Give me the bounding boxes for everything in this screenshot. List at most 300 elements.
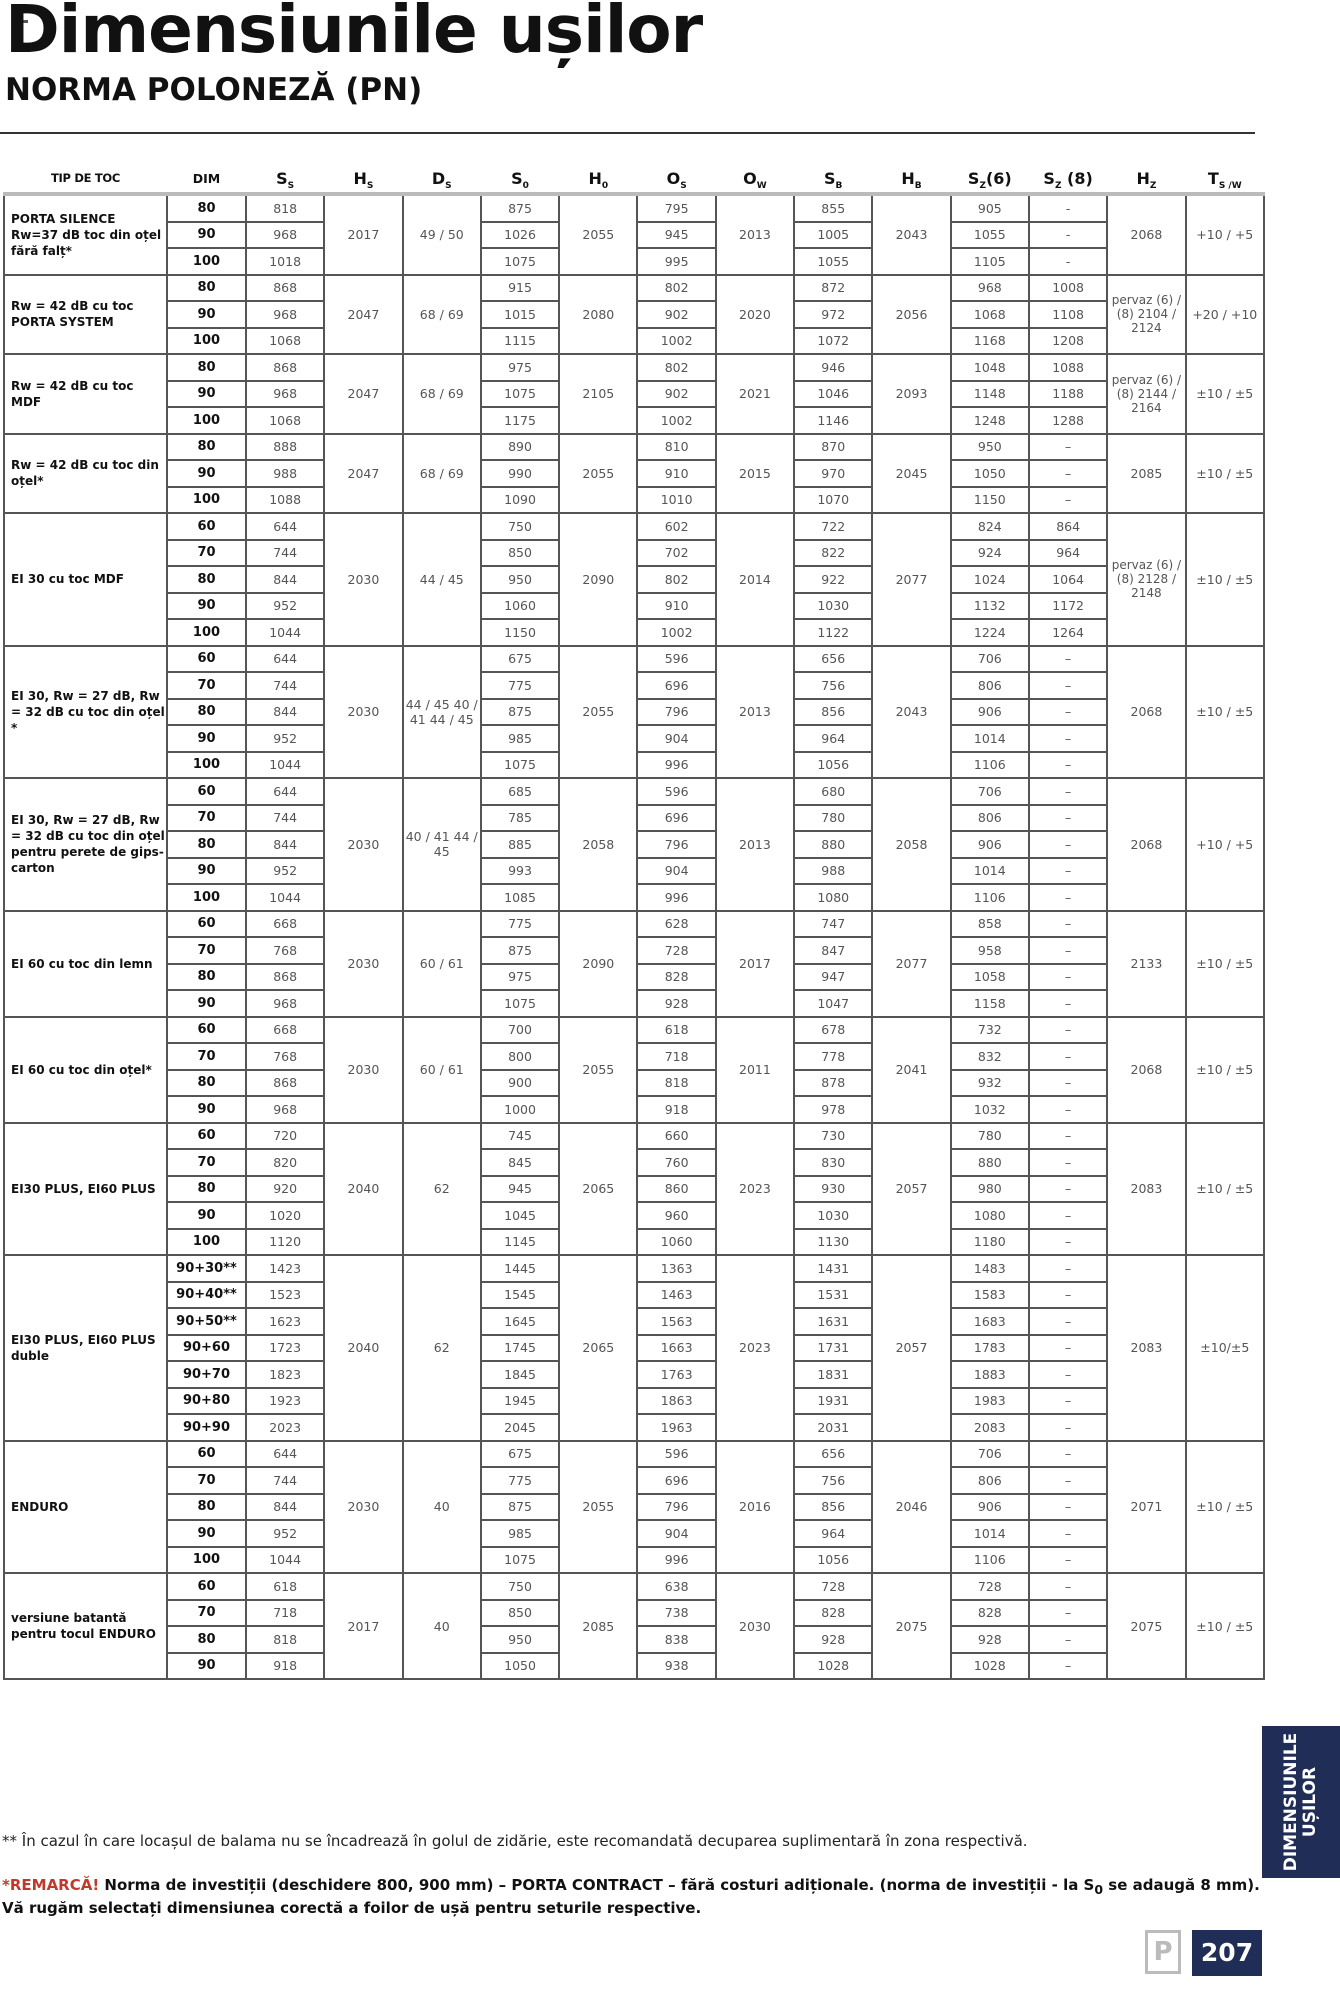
cell-ss: 968 xyxy=(246,381,324,408)
cell-sb: 947 xyxy=(794,964,872,991)
cell-s0: 1090 xyxy=(481,487,559,514)
cell-sz6: 1106 xyxy=(951,752,1029,779)
cell-os: 1763 xyxy=(637,1361,715,1388)
cell-sz8: 1088 xyxy=(1029,354,1107,381)
cell-os: 1463 xyxy=(637,1282,715,1309)
cell-s0: 915 xyxy=(481,275,559,302)
cell-os: 1963 xyxy=(637,1414,715,1441)
cell-hz: 2083 xyxy=(1107,1123,1185,1256)
cell-ss: 768 xyxy=(246,1043,324,1070)
cell-s0: 685 xyxy=(481,778,559,805)
cell-s0: 775 xyxy=(481,1467,559,1494)
cell-ow: 2013 xyxy=(716,646,794,779)
cell-sz6: 968 xyxy=(951,275,1029,302)
cell-s0: 1000 xyxy=(481,1096,559,1123)
cell-dim: 70 xyxy=(167,1043,246,1070)
cell-sb: 1831 xyxy=(794,1361,872,1388)
cell-ds: 68 / 69 xyxy=(403,434,481,514)
cell-sb: 878 xyxy=(794,1070,872,1097)
cell-dim: 80 xyxy=(167,354,246,381)
cell-dim: 100 xyxy=(167,248,246,275)
cell-ss: 1044 xyxy=(246,619,324,646)
cell-dim: 60 xyxy=(167,911,246,938)
cell-ss: 1120 xyxy=(246,1229,324,1256)
cell-sb: 964 xyxy=(794,725,872,752)
cell-sz8: – xyxy=(1029,434,1107,461)
cell-sz8: 1064 xyxy=(1029,566,1107,593)
cell-s0: 1075 xyxy=(481,752,559,779)
cell-tsw: +10 / +5 xyxy=(1186,194,1264,275)
cell-hb: 2045 xyxy=(872,434,950,514)
cell-s0: 775 xyxy=(481,672,559,699)
cell-ss: 1068 xyxy=(246,328,324,355)
cell-sb: 747 xyxy=(794,911,872,938)
cell-sz8: – xyxy=(1029,1255,1107,1282)
table-row xyxy=(4,1573,1264,1600)
cell-h0: 2090 xyxy=(559,513,637,646)
cell-hz: pervaz (6) / (8) 2144 / 2164 xyxy=(1107,354,1185,434)
cell-hb: 2043 xyxy=(872,646,950,779)
cell-s0: 675 xyxy=(481,646,559,673)
cell-tsw: ±10 / ±5 xyxy=(1186,911,1264,1017)
table-body xyxy=(4,194,1264,1679)
cell-dim: 60 xyxy=(167,513,246,540)
cell-h0: 2080 xyxy=(559,275,637,355)
cell-sz6: 1168 xyxy=(951,328,1029,355)
door-type-name: EI30 PLUS, EI60 PLUS duble xyxy=(4,1255,167,1441)
cell-os: 904 xyxy=(637,1520,715,1547)
cell-ds: 60 / 61 xyxy=(403,1017,481,1123)
cell-os: 938 xyxy=(637,1653,715,1680)
cell-sz8: – xyxy=(1029,460,1107,487)
cell-os: 960 xyxy=(637,1202,715,1229)
cell-sz8: – xyxy=(1029,1653,1107,1680)
cell-sz6: 1028 xyxy=(951,1653,1029,1680)
cell-dim: 80 xyxy=(167,831,246,858)
cell-os: 1363 xyxy=(637,1255,715,1282)
cell-dim: 90 xyxy=(167,858,246,885)
cell-sb: 722 xyxy=(794,513,872,540)
cell-ds: 40 xyxy=(403,1441,481,1574)
cell-sz8: – xyxy=(1029,964,1107,991)
cell-sz6: 1014 xyxy=(951,725,1029,752)
table-row xyxy=(4,1017,1264,1044)
cell-s0: 785 xyxy=(481,805,559,832)
cell-s0: 750 xyxy=(481,513,559,540)
cell-sb: 1531 xyxy=(794,1282,872,1309)
cell-ss: 868 xyxy=(246,354,324,381)
col-header-hb: $H_B$ xyxy=(872,164,950,194)
cell-sb: 922 xyxy=(794,566,872,593)
cell-os: 918 xyxy=(637,1096,715,1123)
cell-ss: 1068 xyxy=(246,407,324,434)
cell-s0: 675 xyxy=(481,1441,559,1468)
cell-s0: 950 xyxy=(481,1626,559,1653)
cell-ow: 2023 xyxy=(716,1123,794,1256)
cell-os: 796 xyxy=(637,831,715,858)
cell-ss: 1044 xyxy=(246,884,324,911)
cell-sb: 2031 xyxy=(794,1414,872,1441)
cell-hs: 2017 xyxy=(324,194,402,275)
cell-sz8: 864 xyxy=(1029,513,1107,540)
cell-ss: 868 xyxy=(246,964,324,991)
cell-sz8: 1108 xyxy=(1029,301,1107,328)
header-divider xyxy=(0,132,1255,134)
col-header-os: $O_S$ xyxy=(637,164,715,194)
cell-s0: 875 xyxy=(481,1494,559,1521)
cell-dim: 90+30** xyxy=(167,1255,246,1282)
cell-s0: 990 xyxy=(481,460,559,487)
cell-dim: 70 xyxy=(167,805,246,832)
cell-s0: 975 xyxy=(481,964,559,991)
cell-os: 1002 xyxy=(637,328,715,355)
cell-hb: 2077 xyxy=(872,513,950,646)
cell-s0: 945 xyxy=(481,1176,559,1203)
cell-os: 795 xyxy=(637,194,715,222)
cell-ow: 2020 xyxy=(716,275,794,355)
cell-sb: 856 xyxy=(794,1494,872,1521)
cell-sb: 822 xyxy=(794,540,872,567)
cell-sz8: - xyxy=(1029,222,1107,249)
cell-ds: 62 xyxy=(403,1123,481,1256)
cell-dim: 60 xyxy=(167,1573,246,1600)
cell-os: 1002 xyxy=(637,619,715,646)
table-row xyxy=(4,513,1264,540)
cell-os: 1010 xyxy=(637,487,715,514)
cell-s0: 2045 xyxy=(481,1414,559,1441)
cell-sz8: 964 xyxy=(1029,540,1107,567)
cell-ss: 820 xyxy=(246,1149,324,1176)
cell-sb: 1047 xyxy=(794,990,872,1017)
cell-ss: 868 xyxy=(246,1070,324,1097)
cell-h0: 2105 xyxy=(559,354,637,434)
cell-hz: 2075 xyxy=(1107,1573,1185,1679)
cell-ds: 62 xyxy=(403,1255,481,1441)
cell-dim: 80 xyxy=(167,194,246,222)
cell-tsw: ±10 / ±5 xyxy=(1186,1123,1264,1256)
cell-ss: 668 xyxy=(246,1017,324,1044)
cell-ow: 2030 xyxy=(716,1573,794,1679)
cell-sz8: - xyxy=(1029,194,1107,222)
footnote: ** În cazul în care locașul de balama nu se încadrează în golul de zidărie, este recomandată decuparea suplimentară în zona respectivă. xyxy=(2,1832,1028,1850)
cell-h0: 2085 xyxy=(559,1573,637,1679)
door-type-name: EI 60 cu toc din oțel* xyxy=(4,1017,167,1123)
cell-ss: 952 xyxy=(246,593,324,620)
cell-sb: 1731 xyxy=(794,1335,872,1362)
cell-sz6: 950 xyxy=(951,434,1029,461)
cell-sz6: 1048 xyxy=(951,354,1029,381)
remark-line-2: Vă rugăm selectați dimensiunea corectă a foilor de ușă pentru seturile respective. xyxy=(2,1899,702,1917)
side-tab-label: DIMENSIUNILE UȘILOR xyxy=(1281,1732,1320,1872)
cell-hz: pervaz (6) / (8) 2128 / 2148 xyxy=(1107,513,1185,646)
cell-dim: 90 xyxy=(167,460,246,487)
cell-sb: 1072 xyxy=(794,328,872,355)
cell-ss: 1623 xyxy=(246,1308,324,1335)
cell-ss: 644 xyxy=(246,778,324,805)
cell-sz6: 1032 xyxy=(951,1096,1029,1123)
page-number: 207 xyxy=(1192,1930,1262,1976)
door-type-name: EI 30 cu toc MDF xyxy=(4,513,167,646)
cell-ss: 1923 xyxy=(246,1388,324,1415)
cell-dim: 80 xyxy=(167,566,246,593)
door-type-name: ENDURO xyxy=(4,1441,167,1574)
cell-dim: 90 xyxy=(167,725,246,752)
cell-os: 638 xyxy=(637,1573,715,1600)
cell-sz8: – xyxy=(1029,937,1107,964)
cell-os: 618 xyxy=(637,1017,715,1044)
cell-s0: 1845 xyxy=(481,1361,559,1388)
cell-s0: 1075 xyxy=(481,248,559,275)
door-type-name: PORTA SILENCE Rw=37 dB toc din oțel fără falț* xyxy=(4,194,167,275)
cell-ss: 844 xyxy=(246,566,324,593)
cell-dim: 100 xyxy=(167,884,246,911)
cell-tsw: ±10 / ±5 xyxy=(1186,646,1264,779)
cell-sb: 847 xyxy=(794,937,872,964)
cell-h0: 2090 xyxy=(559,911,637,1017)
cell-dim: 80 xyxy=(167,1176,246,1203)
cell-ss: 818 xyxy=(246,1626,324,1653)
cell-sz8: 1008 xyxy=(1029,275,1107,302)
cell-sz8: 1288 xyxy=(1029,407,1107,434)
cell-ds: 60 / 61 xyxy=(403,911,481,1017)
cell-ow: 2016 xyxy=(716,1441,794,1574)
cell-sz6: 1158 xyxy=(951,990,1029,1017)
cell-s0: 1745 xyxy=(481,1335,559,1362)
cell-dim: 90 xyxy=(167,990,246,1017)
table-row xyxy=(4,275,1264,302)
cell-dim: 90+60 xyxy=(167,1335,246,1362)
cell-os: 602 xyxy=(637,513,715,540)
cell-s0: 985 xyxy=(481,725,559,752)
remark xyxy=(2,1876,1260,1918)
col-header-ss: $S_S$ xyxy=(246,164,324,194)
cell-sz6: 2083 xyxy=(951,1414,1029,1441)
cell-sz6: 706 xyxy=(951,1441,1029,1468)
cell-ss: 1423 xyxy=(246,1255,324,1282)
cell-sz8: – xyxy=(1029,1600,1107,1627)
cell-ss: 844 xyxy=(246,831,324,858)
cell-os: 1563 xyxy=(637,1308,715,1335)
cell-hz: 2068 xyxy=(1107,1017,1185,1123)
cell-sb: 1080 xyxy=(794,884,872,911)
cell-ss: 952 xyxy=(246,725,324,752)
cell-h0: 2055 xyxy=(559,646,637,779)
cell-sb: 680 xyxy=(794,778,872,805)
cell-ow: 2011 xyxy=(716,1017,794,1123)
cell-sz6: 706 xyxy=(951,778,1029,805)
cell-sz6: 832 xyxy=(951,1043,1029,1070)
table-header-row xyxy=(4,164,1264,194)
cell-dim: 80 xyxy=(167,699,246,726)
cell-sb: 728 xyxy=(794,1573,872,1600)
table-row xyxy=(4,911,1264,938)
cell-dim: 80 xyxy=(167,1494,246,1521)
cell-ow: 2013 xyxy=(716,778,794,911)
cell-sb: 970 xyxy=(794,460,872,487)
cell-sb: 1056 xyxy=(794,1547,872,1574)
cell-sb: 656 xyxy=(794,646,872,673)
cell-os: 802 xyxy=(637,566,715,593)
cell-ow: 2013 xyxy=(716,194,794,275)
cell-sz6: 728 xyxy=(951,1573,1029,1600)
cell-dim: 70 xyxy=(167,540,246,567)
cell-ss: 644 xyxy=(246,513,324,540)
cell-sz6: 824 xyxy=(951,513,1029,540)
cell-dim: 90+50** xyxy=(167,1308,246,1335)
col-header-tip-toc: TIP DE TOC xyxy=(4,164,167,194)
cell-sz6: 1248 xyxy=(951,407,1029,434)
cell-sz8: – xyxy=(1029,487,1107,514)
cell-s0: 745 xyxy=(481,1123,559,1150)
cell-sz6: 1106 xyxy=(951,884,1029,911)
cell-os: 796 xyxy=(637,1494,715,1521)
cell-sz6: 1080 xyxy=(951,1202,1029,1229)
cell-tsw: ±10 / ±5 xyxy=(1186,354,1264,434)
cell-hb: 2058 xyxy=(872,778,950,911)
cell-sz6: 906 xyxy=(951,831,1029,858)
cell-ss: 1088 xyxy=(246,487,324,514)
cell-sz8: – xyxy=(1029,1388,1107,1415)
cell-dim: 80 xyxy=(167,434,246,461)
cell-hs: 2030 xyxy=(324,646,402,779)
cell-sz6: 828 xyxy=(951,1600,1029,1627)
cell-sz6: 880 xyxy=(951,1149,1029,1176)
cell-ss: 1823 xyxy=(246,1361,324,1388)
cell-os: 596 xyxy=(637,778,715,805)
cell-s0: 700 xyxy=(481,1017,559,1044)
cell-dim: 90 xyxy=(167,301,246,328)
cell-sz6: 858 xyxy=(951,911,1029,938)
cell-sz6: 1014 xyxy=(951,858,1029,885)
cell-os: 810 xyxy=(637,434,715,461)
cell-os: 818 xyxy=(637,1070,715,1097)
cell-sb: 880 xyxy=(794,831,872,858)
cell-sz8: 1208 xyxy=(1029,328,1107,355)
cell-h0: 2055 xyxy=(559,434,637,514)
cell-sz6: 905 xyxy=(951,194,1029,222)
cell-h0: 2055 xyxy=(559,1441,637,1574)
cell-hb: 2046 xyxy=(872,1441,950,1574)
cell-tsw: ±10 / ±5 xyxy=(1186,1017,1264,1123)
cell-sz8: – xyxy=(1029,1123,1107,1150)
cell-hb: 2041 xyxy=(872,1017,950,1123)
cell-os: 910 xyxy=(637,460,715,487)
dimensions-table xyxy=(3,164,1265,1680)
door-type-name: EI 30, Rw = 27 dB, Rw = 32 dB cu toc din oțel * xyxy=(4,646,167,779)
door-type-name: Rw = 42 dB cu toc MDF xyxy=(4,354,167,434)
section-side-tab xyxy=(1262,1726,1340,1878)
cell-sb: 1046 xyxy=(794,381,872,408)
cell-sz8: – xyxy=(1029,778,1107,805)
cell-sz6: 906 xyxy=(951,699,1029,726)
cell-sz8: – xyxy=(1029,1547,1107,1574)
cell-sz8: – xyxy=(1029,1441,1107,1468)
cell-h0: 2065 xyxy=(559,1255,637,1441)
cell-hz: 2133 xyxy=(1107,911,1185,1017)
cell-os: 910 xyxy=(637,593,715,620)
cell-sb: 1030 xyxy=(794,1202,872,1229)
cell-s0: 885 xyxy=(481,831,559,858)
cell-dim: 100 xyxy=(167,328,246,355)
table-row xyxy=(4,434,1264,461)
cell-s0: 875 xyxy=(481,699,559,726)
cell-s0: 950 xyxy=(481,566,559,593)
col-header-sz8: $S_Z$ (8) xyxy=(1029,164,1107,194)
cell-ss: 844 xyxy=(246,699,324,726)
cell-sz8: – xyxy=(1029,646,1107,673)
cell-hs: 2047 xyxy=(324,354,402,434)
page-title: Dimensiunile ușilor xyxy=(5,0,703,68)
cell-sb: 678 xyxy=(794,1017,872,1044)
cell-hs: 2040 xyxy=(324,1255,402,1441)
cell-sb: 1431 xyxy=(794,1255,872,1282)
cell-sz6: 806 xyxy=(951,1467,1029,1494)
cell-tsw: ±10 / ±5 xyxy=(1186,1441,1264,1574)
cell-os: 996 xyxy=(637,752,715,779)
door-type-name: Rw = 42 dB cu toc din oțel* xyxy=(4,434,167,514)
cell-sz6: 958 xyxy=(951,937,1029,964)
col-header-ow: $O_W$ xyxy=(716,164,794,194)
cell-s0: 975 xyxy=(481,354,559,381)
cell-tsw: +20 / +10 xyxy=(1186,275,1264,355)
cell-ss: 744 xyxy=(246,672,324,699)
cell-sb: 756 xyxy=(794,1467,872,1494)
cell-sz8: – xyxy=(1029,1494,1107,1521)
cell-sz6: 1132 xyxy=(951,593,1029,620)
porta-logo: P xyxy=(1145,1930,1181,1974)
cell-hs: 2030 xyxy=(324,1441,402,1574)
cell-sz8: 1188 xyxy=(1029,381,1107,408)
cell-hb: 2093 xyxy=(872,354,950,434)
cell-sb: 1631 xyxy=(794,1308,872,1335)
cell-os: 660 xyxy=(637,1123,715,1150)
cell-sz6: 1983 xyxy=(951,1388,1029,1415)
col-header-hz: $H_Z$ xyxy=(1107,164,1185,194)
cell-ss: 744 xyxy=(246,805,324,832)
cell-sz6: 1583 xyxy=(951,1282,1029,1309)
cell-os: 1060 xyxy=(637,1229,715,1256)
col-header-tsw: $T_{S /W}$ xyxy=(1186,164,1264,194)
cell-ds: 68 / 69 xyxy=(403,354,481,434)
cell-sz8: – xyxy=(1029,699,1107,726)
cell-ss: 744 xyxy=(246,1467,324,1494)
cell-sb: 830 xyxy=(794,1149,872,1176)
cell-ss: 744 xyxy=(246,540,324,567)
cell-dim: 90 xyxy=(167,222,246,249)
door-type-name: EI 30, Rw = 27 dB, Rw = 32 dB cu toc din oțel pentru perete de gips-carton xyxy=(4,778,167,911)
cell-sz6: 1683 xyxy=(951,1308,1029,1335)
cell-s0: 1060 xyxy=(481,593,559,620)
cell-sz8: – xyxy=(1029,1149,1107,1176)
cell-sz8: – xyxy=(1029,805,1107,832)
cell-ss: 988 xyxy=(246,460,324,487)
cell-sz8: – xyxy=(1029,1414,1107,1441)
cell-s0: 1026 xyxy=(481,222,559,249)
cell-sz8: – xyxy=(1029,1626,1107,1653)
cell-os: 1863 xyxy=(637,1388,715,1415)
cell-os: 702 xyxy=(637,540,715,567)
cell-os: 802 xyxy=(637,354,715,381)
cell-ss: 718 xyxy=(246,1600,324,1627)
cell-hs: 2047 xyxy=(324,275,402,355)
cell-sz6: 1055 xyxy=(951,222,1029,249)
cell-ds: 68 / 69 xyxy=(403,275,481,355)
cell-hz: 2085 xyxy=(1107,434,1185,514)
cell-ss: 618 xyxy=(246,1573,324,1600)
cell-sz6: 928 xyxy=(951,1626,1029,1653)
cell-ss: 768 xyxy=(246,937,324,964)
cell-s0: 850 xyxy=(481,540,559,567)
